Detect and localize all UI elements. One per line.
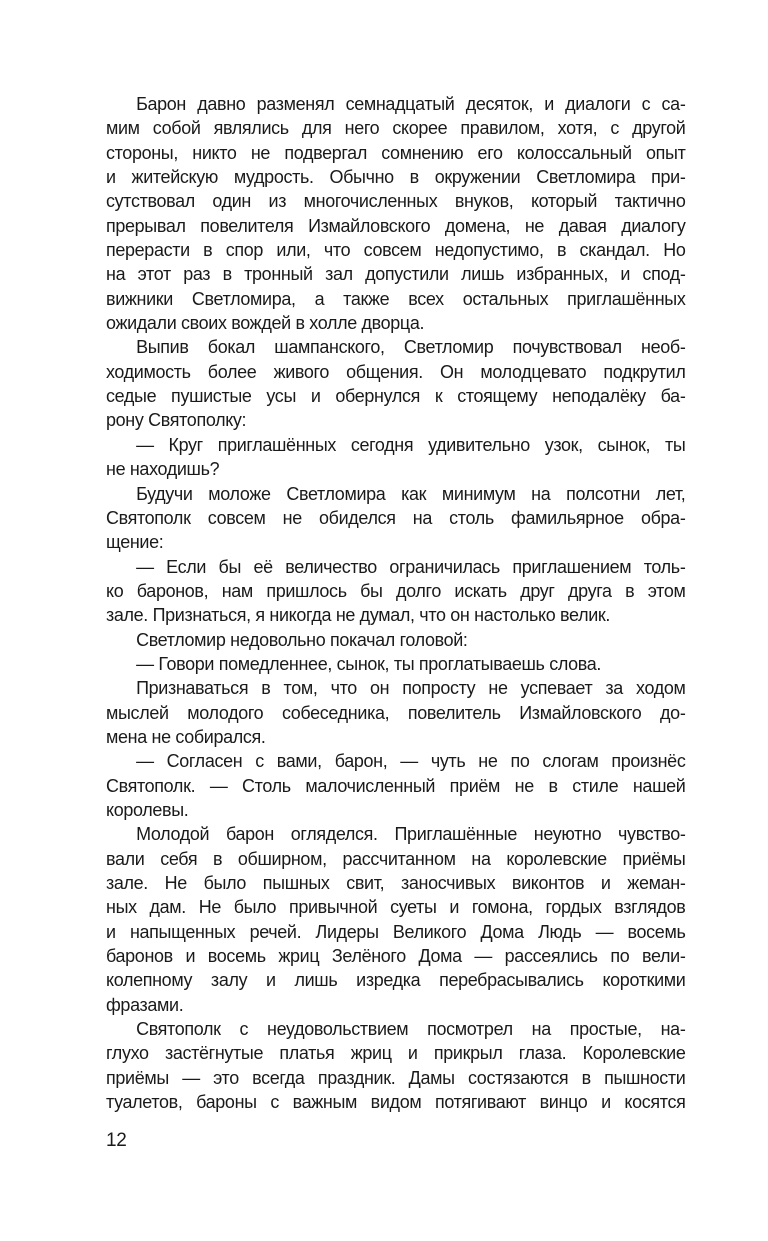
- paragraph: [106, 676, 686, 749]
- paragraph: [106, 1017, 686, 1114]
- text-line: — Круг приглашённых сегодня удивительно узок, сынок, ты: [136, 433, 686, 455]
- text-line: Святополк совсем не обиделся на столь фамильярное обра-: [106, 506, 686, 528]
- text-line: мим собой являлись для него скорее правилом, хотя, с другой: [106, 117, 686, 139]
- text-line: Святополк с неудовольствием посмотрел на простые, на-: [136, 1018, 686, 1040]
- paragraph: [106, 335, 686, 432]
- paragraph: [106, 433, 686, 482]
- text-line: Барон давно разменял семнадцатый десяток, и диалоги с са-: [136, 93, 686, 114]
- text-line: зале. Признаться, я никогда не думал, что он настолько велик.: [106, 604, 611, 626]
- text-line: Светломир недовольно покачал головой:: [136, 628, 468, 650]
- text-line: — Если бы её величество ограничилась приглашением толь-: [136, 555, 686, 577]
- text-line: Святополк. — Столь малочисленный приём не в стиле нашей: [106, 774, 686, 796]
- text-line: баронов и восемь жриц Зелёного Дома — рассеялись по вели-: [106, 945, 686, 967]
- text-line: вали себя в обширном, рассчитанном на королевские приёмы: [106, 847, 686, 869]
- paragraph: [106, 482, 686, 555]
- text-line: колепному залу и лишь изредка перебрасывались короткими: [106, 969, 686, 991]
- paragraph: [106, 749, 686, 822]
- text-line: Признаваться в том, что он попросту не успевает за ходом: [136, 677, 686, 699]
- text-line: сутствовал один из многочисленных внуков, который тактично: [106, 190, 686, 212]
- text-line: седые пушистые усы и обернулся к стоящему неподалёку ба-: [106, 385, 686, 407]
- text-line: зале. Не было пышных свит, заносчивых виконтов и жеман-: [106, 872, 686, 893]
- text-line: рону Святополку:: [106, 409, 247, 431]
- paragraph: [106, 652, 686, 676]
- text-line: вижники Светломира, а также всех остальных приглашённых: [106, 287, 686, 309]
- text-line: Будучи моложе Светломира как минимум на полсотни лет,: [136, 482, 686, 504]
- body-text: [106, 92, 686, 1114]
- text-line: и житейскую мудрость. Обычно в окружении Светломира при-: [106, 166, 686, 188]
- text-line: — Согласен с вами, барон, — чуть не по слогам произнёс: [136, 750, 686, 772]
- text-line: — Говори помедленнее, сынок, ты проглатываешь слова.: [136, 652, 602, 674]
- paragraph: [106, 92, 686, 335]
- text-line: на этот раз в тронный зал допустили лишь избранных, и спод-: [106, 263, 686, 285]
- paragraph: [106, 555, 686, 628]
- text-line: прерывал повелителя Измайловского домена, не давая диалогу: [106, 214, 686, 236]
- text-line: стороны, никто не подвергал сомнению его колоссальный опыт: [106, 141, 686, 163]
- text-line: ожидали своих вождей в холле дворца.: [106, 312, 425, 334]
- text-line: приёмы — это всегда праздник. Дамы состязаются в пышности: [106, 1066, 686, 1088]
- text-line: ходимость более живого общения. Он молодцевато подкрутил: [106, 360, 686, 382]
- text-line: туалетов, бароны с важным видом потягивают винцо и косятся: [106, 1091, 686, 1113]
- text-line: не находишь?: [106, 458, 220, 480]
- paragraph: [106, 822, 686, 1017]
- text-line: фразами.: [106, 993, 184, 1015]
- text-line: мыслей молодого собеседника, повелитель Измайловского до-: [106, 701, 686, 723]
- text-line: и напыщенных речей. Лидеры Великого Дома Людь — восемь: [106, 920, 686, 942]
- text-line: королевы.: [106, 798, 189, 820]
- text-line: ко баронов, нам пришлось бы долго искать друг друга в этом: [106, 579, 686, 601]
- text-line: глухо застёгнутые платья жриц и прикрыл глаза. Королевские: [106, 1042, 686, 1064]
- paragraph: [106, 628, 686, 652]
- text-line: мена не собирался.: [106, 725, 266, 747]
- page-number: 12: [106, 1130, 127, 1151]
- text-line: Молодой барон огляделся. Приглашённые неуютно чувство-: [136, 823, 686, 845]
- text-line: ных дам. Не было привычной суеты и гомона, гордых взглядов: [106, 896, 686, 918]
- text-line: перерасти в спор или, что совсем недопустимо, в скандал. Но: [106, 239, 686, 261]
- text-line: щение:: [106, 531, 164, 553]
- text-line: Выпив бокал шампанского, Светломир почувствовал необ-: [136, 336, 686, 358]
